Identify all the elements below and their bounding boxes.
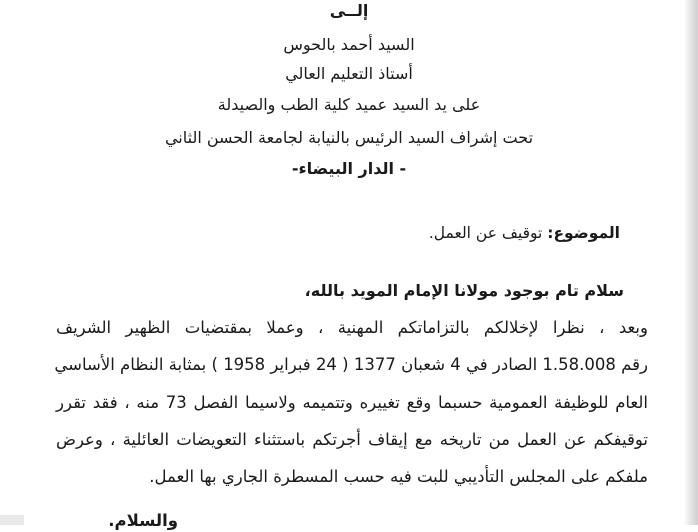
scan-corner-shadow	[0, 515, 24, 525]
body-line-5: ملفكم على المجلس التأديبي للبت فيه حسب المسطرة الجاري بها العمل.	[149, 467, 648, 486]
via-dean: على يد السيد عميد كلية الطب والصيدلة	[217, 95, 481, 114]
subject-line	[429, 222, 620, 244]
body-line-3: العام للوظيفة العمومية حسبما وقع تغييره وتتميمه ولاسيما الفصل 73 منه ، فقد تقرر	[56, 393, 649, 412]
recipient-name: السيد أحمد بالحوس	[283, 35, 415, 54]
subject-label: الموضوع:	[547, 224, 620, 242]
supervision-line: تحت إشراف السيد الرئيس بالنيابة لجامعة الحسن الثاني	[164, 128, 534, 147]
addressee-to: إلــى	[329, 1, 369, 20]
recipient-title: أستاذ التعليم العالي	[285, 64, 413, 83]
body-line-4: توقيفكم عن العمل من تاريخه مع إيقاف أجرتكم باستثناء التعويضات العائلية ، وعرض	[56, 430, 648, 449]
greeting: سلام تام بوجود مولانا الإمام المويد بالله،	[304, 281, 624, 300]
body-line-1: وبعد ، نظرا لإخلالكم بالتزاماتكم المهنية ، وعملا بمقتضيات الظهير الشريف	[56, 318, 648, 337]
scan-page-edge	[684, 0, 698, 525]
body-line-2: رقم 1.58.008 الصادر في 4 شعبان 1377 ( 24 فبراير 1958 ) بمثابة النظام الأساسي	[54, 355, 648, 374]
city-line: - الدار البيضاء-	[291, 159, 407, 178]
closing: والسلام.	[108, 511, 178, 530]
subject-text: توقيف عن العمل.	[428, 224, 548, 242]
